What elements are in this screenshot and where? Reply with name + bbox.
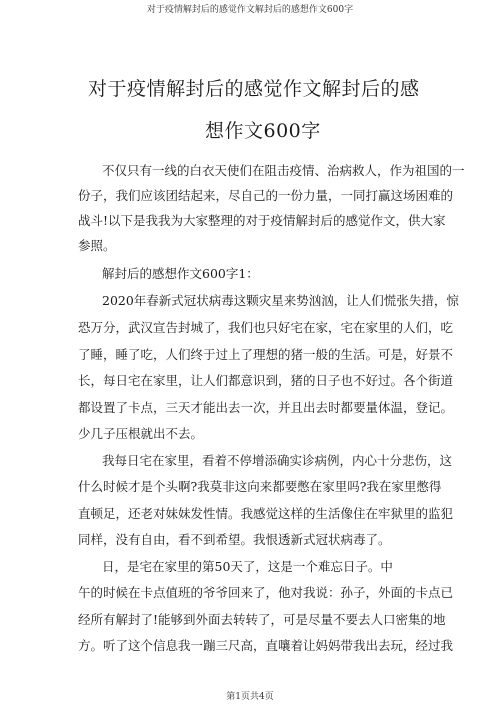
body-line: 份子，我们应该团结起来，尽自己的一份力量，一同打赢这场困难的 [78,188,454,203]
body-line: 我每日宅在家里，看着不停增添确实诊病例，内心十分悲伤，这 [102,453,453,468]
body-line: 方。听了这个信息我一蹦三尺高，直嚷着让妈妈带我出去玩，经过我 [78,638,454,653]
document-title-line-1: 对于疫情解封后的感觉作文解封后的感 [88,78,420,100]
body-line: 同样，没有自由，看不到希望。我恨透新式冠状病毒了。 [78,532,391,547]
page-number-footer: 第1页共4页 [226,692,274,702]
body-line: 什么时候才是个头啊?我莫非这向来都要憋在家里吗?我在家里憋得 [78,479,442,494]
section-heading: 解封后的感想作文600字1： [102,266,259,281]
body-line: 战斗!以下是我我为大家整理的对于疫情解封后的感觉作文，供大家 [78,213,446,228]
document-title-line-2: 想作文600字 [205,120,321,142]
body-line: 恐万分，武汉宣告封城了，我们也只好宅在家，宅在家里的人们，吃 [78,320,454,335]
body-line: 少几子压根就出不去。 [78,426,204,441]
body-line: 2020年春新式冠状病毒这颗灾星来势汹汹，让人们慌张失措，惊 [102,293,459,308]
running-header: 对于疫情解封后的感觉作文解封后的感想作文600字 [146,5,354,15]
body-line: 直顿足，还老对妹妹发性情。我感觉这样的生活像住在牢狱里的监犯 [78,506,454,521]
body-line: 经所有解封了!能够到外面去转转了，可是尽量不要去人口密集的地 [78,612,446,627]
body-line: 参照。 [78,238,116,253]
body-line: 长，每日宅在家里，让人们都意识到，猪的日子也不好过。各个街道 [78,373,454,388]
body-line: 不仅只有一线的白衣天使们在阻击疫情、治病救人，作为祖国的一 [102,163,465,178]
body-line: 了睡，睡了吃，人们终于过上了理想的猪一般的生活。可是，好景不 [78,347,454,362]
body-line: 日，是宅在家里的第50天了，这是一个难忘日子。中 [102,559,393,574]
body-line: 都设置了卡点，三天才能出去一次，并且出去时都要量体温，登记。 [78,400,454,415]
body-line: 午的时候在卡点值班的爷爷回来了，他对我说：孙子，外面的卡点已 [78,585,454,600]
